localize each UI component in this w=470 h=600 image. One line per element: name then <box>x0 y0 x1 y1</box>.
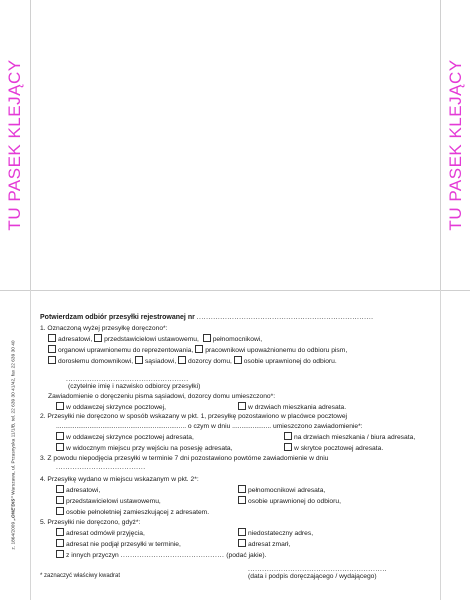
checkbox-niepodjecie[interactable] <box>56 539 64 547</box>
section-3-title: 3. Z powodu niepodjęcia przesyłki w terminie 7 dni pozostawiono powtórne zawiadomienie w dniu <box>40 455 329 462</box>
option-label: adresat zmarł, <box>248 541 291 548</box>
option-label: osobie uprawnionej do odbioru, <box>248 498 341 505</box>
printer-address: Warszawa, ul. Przasnyska 11/1/B, tel. 22 639 30 41/42, fax 22 639 30 40 <box>11 340 17 495</box>
option-label: pracownikowi upoważnionemu do odbioru pism, <box>205 347 348 354</box>
postman-signature-label: (data i podpis doręczającego / wydającego) <box>248 573 377 580</box>
checkbox-pelnomocnik[interactable] <box>203 334 211 342</box>
recipient-name-label: (czytelnie imię i nazwisko odbiorcy przesyłki) <box>68 383 201 390</box>
option-label: adresat odmówił przyjęcia, <box>66 530 145 537</box>
option-label: pełnomocnikowi adresata, <box>248 487 326 494</box>
left-margin-line <box>30 290 31 600</box>
option-label: na drzwiach mieszkania / biura adresata, <box>294 434 416 441</box>
checkbox-s4-osoba-pelnoletnia[interactable] <box>56 507 64 515</box>
checkbox-s4-przedstawiciel[interactable] <box>56 496 64 504</box>
section-2-title: 2. Przesyłki nie doręczono w sposób wskazany w pkt. 1, przesyłkę pozostawiono w placówce pocztowej <box>40 413 348 420</box>
checkbox-domownik[interactable] <box>48 356 56 364</box>
checkbox-skrytka[interactable] <box>284 443 292 451</box>
option-label: organowi uprawnionemu do reprezentowania, <box>58 347 194 354</box>
checkbox-skrzynka-adresata[interactable] <box>56 432 64 440</box>
option-label: dozorcy domu, <box>188 358 232 365</box>
section-1-row-2 <box>48 345 347 355</box>
section-4-option-3 <box>56 496 161 506</box>
checkbox-adresat[interactable] <box>48 334 56 342</box>
section-2-date-line[interactable]: ...................................................................... o czym w dniu ..................... umieszczono zawiadomienie*: <box>56 423 363 430</box>
checkbox-s4-osoba-uprawniona[interactable] <box>238 496 246 504</box>
notice-option-2 <box>238 402 346 412</box>
checkbox-osoba-uprawniona[interactable] <box>234 356 242 364</box>
notice-option-1 <box>56 402 166 412</box>
section-2-option-1 <box>56 432 194 442</box>
form-header <box>40 313 374 322</box>
option-label: w oddawczej skrzynce pocztowej, <box>66 404 166 411</box>
option-label: w skrytce pocztowej adresata. <box>294 445 384 452</box>
checkbox-s4-adresat[interactable] <box>56 485 64 493</box>
adhesive-strip-right-label: TU PASEK KLEJĄCY <box>446 59 465 231</box>
adhesive-strip-right <box>440 0 470 290</box>
checkbox-niedostateczny-adres[interactable] <box>238 528 246 536</box>
checkbox-inne-przyczyny[interactable] <box>56 550 64 558</box>
checkbox-notice-skrzynka[interactable] <box>56 402 64 410</box>
section-5-option-1 <box>56 528 145 538</box>
checkbox-przedstawiciel[interactable] <box>94 334 102 342</box>
form-title: Potwierdzam odbiór przesyłki rejestrowanej nr <box>40 314 195 321</box>
section-4-title: 4. Przesyłkę wydano w miejscu wskazanym w pkt. 2*: <box>40 476 199 483</box>
checkbox-sasiad[interactable] <box>135 356 143 364</box>
other-reason-field[interactable]: ............................................ <box>120 552 225 559</box>
checkbox-drzwi-mieszkania[interactable] <box>284 432 292 440</box>
adhesive-strip-left-label: TU PASEK KLEJĄCY <box>5 59 24 231</box>
checkbox-dozorca[interactable] <box>178 356 186 364</box>
option-label: adresatowi, <box>66 487 101 494</box>
right-margin-line <box>440 290 441 600</box>
footnote: * zaznaczyć właściwy kwadrat <box>40 573 121 579</box>
option-label: w drzwiach mieszkania adresata. <box>248 404 347 411</box>
option-label: przedstawicielowi ustawowemu, <box>104 336 199 343</box>
section-5-option-5 <box>56 550 266 560</box>
registration-number-field[interactable]: ........................................................................... <box>196 314 374 321</box>
option-label: adresat nie podjął przesyłki w terminie, <box>66 541 181 548</box>
option-label: osobie pełnoletniej zamieszkującej z adresatem. <box>66 509 210 516</box>
checkbox-odmowa[interactable] <box>56 528 64 536</box>
notice-title: Zawiadomienie o doręczeniu pisma sąsiadowi, dozorcy domu umieszczono*: <box>48 393 276 400</box>
checkbox-organ[interactable] <box>48 345 56 353</box>
option-label: przedstawicielowi ustawowemu, <box>66 498 161 505</box>
printer-info <box>12 340 17 549</box>
option-label: w oddawczej skrzynce pocztowej adresata, <box>66 434 194 441</box>
section-4-option-5 <box>56 507 209 517</box>
section-1-title: 1. Oznaczoną wyżej przesyłkę doręczono*: <box>40 325 168 332</box>
section-1-row-1 <box>48 334 262 344</box>
checkbox-adresat-zmarl[interactable] <box>238 539 246 547</box>
adhesive-strip-left <box>0 0 31 290</box>
section-5-option-3 <box>56 539 181 549</box>
fold-line <box>0 290 470 291</box>
option-label: sąsiadowi, <box>144 358 177 365</box>
section-2-option-4 <box>284 443 383 453</box>
option-label: osobie uprawnionej do odbioru. <box>243 358 337 365</box>
option-label: w widocznym miejscu przy wejściu na posesję adresata, <box>66 445 233 452</box>
section-2-option-3 <box>56 443 233 453</box>
printer-brand: „ONE'DIS” <box>11 496 17 521</box>
section-4-option-2 <box>238 485 325 495</box>
postman-signature-field[interactable]: ........................................................... <box>248 566 388 573</box>
checkbox-s4-pelnomocnik[interactable] <box>238 485 246 493</box>
option-label: z innych przyczyn <box>66 552 119 559</box>
option-label: niedostateczny adres, <box>248 530 314 537</box>
option-label: pełnomocnikowi, <box>212 336 263 343</box>
section-5-option-2 <box>238 528 313 538</box>
section-1-row-3 <box>48 356 337 366</box>
checkbox-pracownik[interactable] <box>195 345 203 353</box>
section-5-option-4 <box>238 539 290 549</box>
section-4-option-1 <box>56 485 100 495</box>
printer-info-prefix: z. 1864/2009 <box>11 521 17 550</box>
option-label: dorosłemu domownikowi, <box>58 358 134 365</box>
option-label: adresatowi, <box>58 336 93 343</box>
section-4-option-4 <box>238 496 341 506</box>
section-5-title: 5. Przesyłki nie doręczono, gdyż*: <box>40 519 141 526</box>
section-3-date-field[interactable]: ...................................... <box>56 464 146 471</box>
section-2-option-2 <box>284 432 415 442</box>
checkbox-posesja[interactable] <box>56 443 64 451</box>
checkbox-notice-drzwi[interactable] <box>238 402 246 410</box>
recipient-name-field[interactable]: .................................................... <box>66 376 189 383</box>
other-reason-hint: (podać jakie). <box>226 552 267 559</box>
